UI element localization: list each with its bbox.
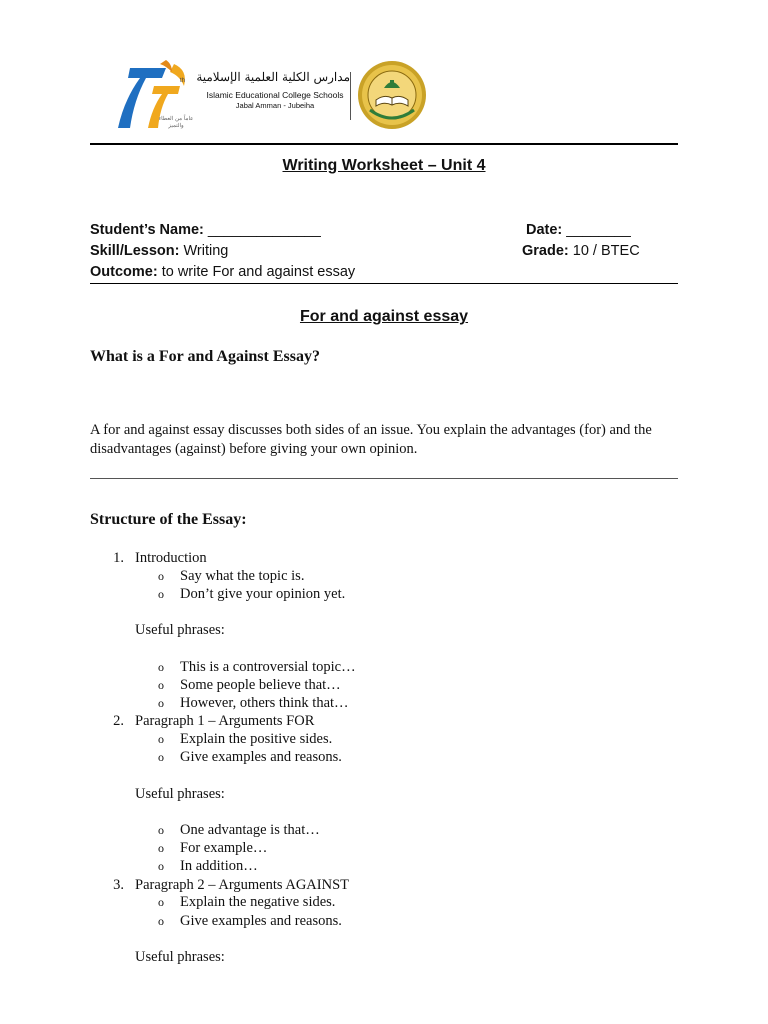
skill-line	[90, 243, 228, 259]
anniversary-sup: th	[180, 78, 186, 84]
bullet-icon: o	[158, 859, 164, 873]
bullet-icon: o	[158, 823, 164, 837]
bullet-icon: o	[158, 841, 164, 855]
phrases-label-2: Useful phrases:	[135, 786, 225, 802]
bullet-icon: o	[158, 569, 164, 583]
definition-paragraph: A for and against essay discusses both sides of an issue. You explain the advantages (for) and the disadvantages (against) before giving your own opinion.	[90, 422, 652, 457]
bullet-icon: o	[158, 732, 164, 746]
point-1-1: Say what the topic is.	[180, 568, 305, 584]
worksheet-title: Writing Worksheet – Unit 4	[282, 157, 486, 174]
school-name-block	[196, 70, 350, 122]
structure-title-2: Paragraph 1 – Arguments FOR	[135, 713, 315, 729]
point-1-2: Don’t give your opinion yet.	[180, 586, 346, 602]
essay-title: For and against essay	[299, 308, 469, 325]
bullet-icon: o	[158, 660, 164, 674]
school-name-english: Islamic Educational College Schools	[206, 90, 344, 100]
student-name-line	[90, 222, 321, 238]
school-name-arabic: مدارس الكلية العلمية الإسلامية	[196, 70, 350, 84]
phrases-label-1: Useful phrases:	[135, 622, 225, 638]
structure-title-3: Paragraph 2 – Arguments AGAINST	[135, 877, 349, 893]
grade-line	[522, 243, 640, 259]
structure-number-2: 2.	[113, 713, 124, 729]
date-label: Date:	[526, 222, 563, 238]
structure-heading: Structure of the Essay:	[90, 511, 247, 528]
skill-label: Skill/Lesson:	[90, 243, 180, 259]
outcome-label: Outcome:	[90, 264, 158, 280]
structure-number-3: 3.	[113, 877, 124, 893]
phrases-label-3: Useful phrases:	[135, 949, 225, 965]
bullet-icon: o	[158, 895, 164, 909]
school-location: Jabal Amman - Jubeiha	[235, 101, 315, 110]
point-3-1: Explain the negative sides.	[180, 894, 336, 910]
section-rule	[90, 478, 678, 479]
phrase-1-1: This is a controversial topic…	[180, 659, 356, 675]
outcome-value: to write For and against essay	[157, 264, 356, 280]
grade-label: Grade:	[522, 243, 569, 259]
point-2-2: Give examples and reasons.	[180, 749, 342, 765]
structure-number-1: 1.	[113, 550, 124, 566]
anniversary-arabic-caption: عاماً من العطاء والتميز	[158, 116, 194, 129]
anniversary-logo	[108, 56, 198, 136]
structure-title-1: Introduction	[135, 550, 207, 566]
bullet-icon: o	[158, 750, 164, 764]
bullet-icon: o	[158, 587, 164, 601]
info-rule	[90, 283, 678, 284]
phrase-2-1: One advantage is that…	[180, 822, 320, 838]
bullet-icon: o	[158, 678, 164, 692]
definition-heading: What is a For and Against Essay?	[90, 348, 320, 365]
point-3-2: Give examples and reasons.	[180, 913, 342, 929]
phrase-2-2: For example…	[180, 840, 268, 856]
student-name-label: Student’s Name:	[90, 222, 204, 238]
bullet-icon: o	[158, 696, 164, 710]
date-blank: ________	[562, 222, 631, 238]
school-crest-icon	[356, 58, 428, 132]
phrase-1-3: However, others think that…	[180, 695, 349, 711]
logo-divider	[350, 72, 351, 120]
grade-value: 10 / BTEC	[568, 243, 640, 259]
point-2-1: Explain the positive sides.	[180, 731, 333, 747]
header-rule	[90, 143, 678, 145]
phrase-1-2: Some people believe that…	[180, 677, 341, 693]
phrase-2-3: In addition…	[180, 858, 258, 874]
student-name-blank: ______________	[203, 222, 321, 238]
skill-value: Writing	[179, 243, 229, 259]
date-line	[526, 222, 631, 238]
outcome-line	[90, 264, 355, 280]
bullet-icon: o	[158, 914, 164, 928]
